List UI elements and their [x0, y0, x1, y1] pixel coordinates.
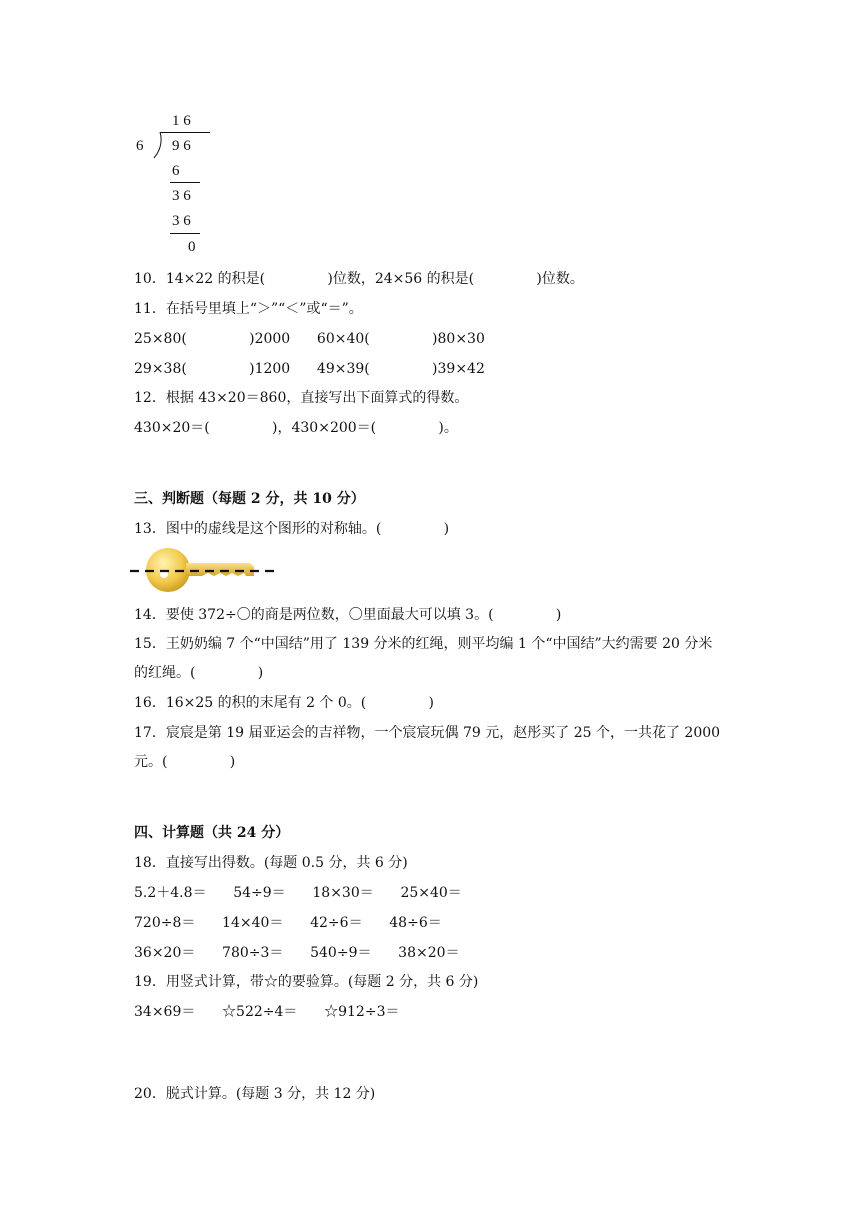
- division-step-1: 6: [172, 163, 180, 179]
- division-bracket: [150, 132, 164, 160]
- divisor: 6: [136, 138, 144, 154]
- question-19: 19．用竖式计算，带☆的要验算。(每题 2 分，共 6 分): [134, 974, 479, 990]
- key-icon: [128, 546, 278, 594]
- question-18-row-2: 720÷8＝ 14×40＝ 42÷6＝ 48÷6＝: [134, 915, 442, 931]
- question-16: 16．16×25 的积的末尾有 2 个 0。( ): [134, 695, 435, 711]
- question-15-line-2: 的红绳。( ): [134, 665, 264, 681]
- section-4-heading: 四、计算题（共 24 分）: [134, 825, 290, 841]
- quotient: 1 6: [172, 113, 191, 129]
- division-remainder: 0: [188, 239, 196, 255]
- question-11-row-1: 25×80( )2000 60×40( )80×30: [134, 331, 485, 347]
- question-17-line-2: 元。( ): [134, 754, 236, 770]
- question-18: 18．直接写出得数。(每题 0.5 分，共 6 分): [134, 855, 408, 871]
- division-step-2: 3 6: [172, 188, 191, 204]
- question-11-row-2: 29×38( )1200 49×39( )39×42: [134, 361, 485, 377]
- question-10: 10．14×22 的积是( )位数，24×56 的积是( )位数。: [134, 271, 584, 287]
- section-3-heading: 三、判断题（每题 2 分，共 10 分）: [134, 491, 365, 507]
- division-line-1: [170, 182, 200, 183]
- question-19-row: 34×69＝ ☆522÷4＝ ☆912÷3＝: [134, 1004, 400, 1020]
- dividend: 9 6: [172, 138, 191, 154]
- question-13: 13．图中的虚线是这个图形的对称轴。( ): [134, 521, 450, 537]
- question-15-line-1: 15．王奶奶编 7 个“中国结”用了 139 分米的红绳，则平均编 1 个“中国结”大约需要 20 分米: [134, 636, 713, 652]
- division-step-3: 3 6: [172, 213, 191, 229]
- question-12: 12．根据 43×20＝860，直接写出下面算式的得数。: [134, 390, 469, 406]
- question-11: 11．在括号里填上“＞”“＜”或“＝”。: [134, 301, 363, 317]
- question-14: 14．要使 372÷〇的商是两位数，〇里面最大可以填 3。( ): [134, 607, 562, 623]
- question-20: 20．脱式计算。(每题 3 分，共 12 分): [134, 1086, 376, 1102]
- question-18-row-3: 36×20＝ 780÷3＝ 540÷9＝ 38×20＝: [134, 945, 460, 961]
- division-line-2: [170, 233, 200, 234]
- question-17-line-1: 17．宸宸是第 19 届亚运会的吉祥物，一个宸宸玩偶 79 元，赵彤买了 25 个，一共花了 2000: [134, 725, 721, 741]
- question-18-row-1: 5.2＋4.8＝ 54÷9＝ 18×30＝ 25×40＝: [134, 885, 462, 901]
- division-bar: [160, 132, 210, 133]
- question-12-row: 430×20＝( )，430×200＝( )。: [134, 420, 458, 436]
